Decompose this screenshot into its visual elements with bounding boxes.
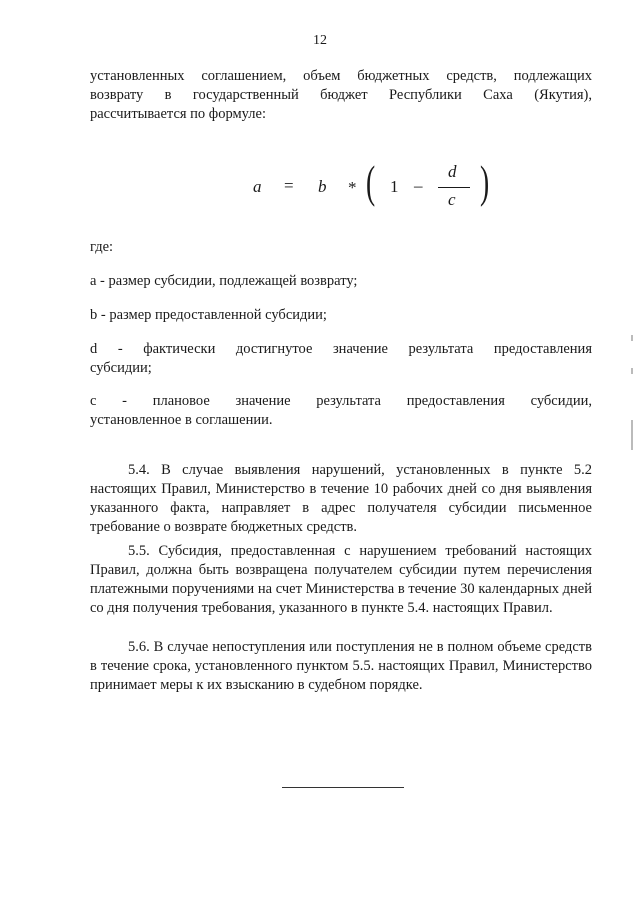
formula-equals: = — [284, 176, 294, 195]
formula-fraction-bar — [438, 187, 470, 188]
intro-line-2: возврату в государственный бюджет Республики Саха (Якутия), — [90, 87, 592, 103]
footer-rule — [282, 787, 404, 788]
formula-numerator: d — [448, 162, 457, 181]
formula — [248, 158, 508, 218]
definition-a: а - размер субсидии, подлежащей возврату; — [90, 273, 358, 289]
formula-b: b — [318, 177, 327, 196]
intro-line-1: установленных соглашением, объем бюджетных средств, подлежащих — [90, 68, 592, 84]
scan-edge-mark — [631, 368, 633, 374]
where-label: где: — [90, 239, 114, 255]
definition-d-line-1: d - фактически достигнутое значение результата предоставления — [90, 341, 592, 357]
formula-minus: – — [414, 176, 423, 195]
page-number: 12 — [313, 33, 327, 48]
paragraph-5-4: 5.4. В случае выявления нарушений, установленных в пункте 5.2 настоящих Правил, Министерство в течение 10 рабочих дней со дня выявления указанного факта, направляет в адрес получателя субсидии письменное требование о возврате бюджетных средств. — [90, 462, 592, 535]
formula-right-paren: ) — [480, 156, 490, 207]
definition-c-line-2: установленное в соглашении. — [90, 412, 273, 428]
formula-denominator: c — [448, 190, 456, 209]
paragraph-5-6: 5.6. В случае непоступления или поступления не в полном объеме средств в течение срока, установленного пунктом 5.5. настоящих Правил, Министерство принимает меры к их взысканию в судебном порядке. — [90, 639, 592, 693]
definition-c-line-1: с - плановое значение результата предоставления субсидии, — [90, 393, 592, 409]
definition-d-line-2: субсидии; — [90, 360, 152, 376]
formula-multiply: * — [348, 178, 357, 197]
scan-edge-mark — [631, 420, 633, 450]
paragraph-5-5: 5.5. Субсидия, предоставленная с нарушением требований настоящих Правил, должна быть возвращена получателем субсидии путем перечисления платежными поручениями на счет Министерства в течение 30 календарных дней со дня получения требования, указанного в пункте 5.4. настоящих Правил. — [90, 543, 592, 616]
definition-b: b - размер предоставленной субсидии; — [90, 307, 327, 323]
formula-one: 1 — [390, 177, 399, 196]
formula-a: a — [253, 177, 262, 196]
formula-left-paren: ( — [366, 156, 376, 207]
scan-edge-mark — [631, 335, 633, 341]
intro-line-3: рассчитывается по формуле: — [90, 106, 266, 122]
